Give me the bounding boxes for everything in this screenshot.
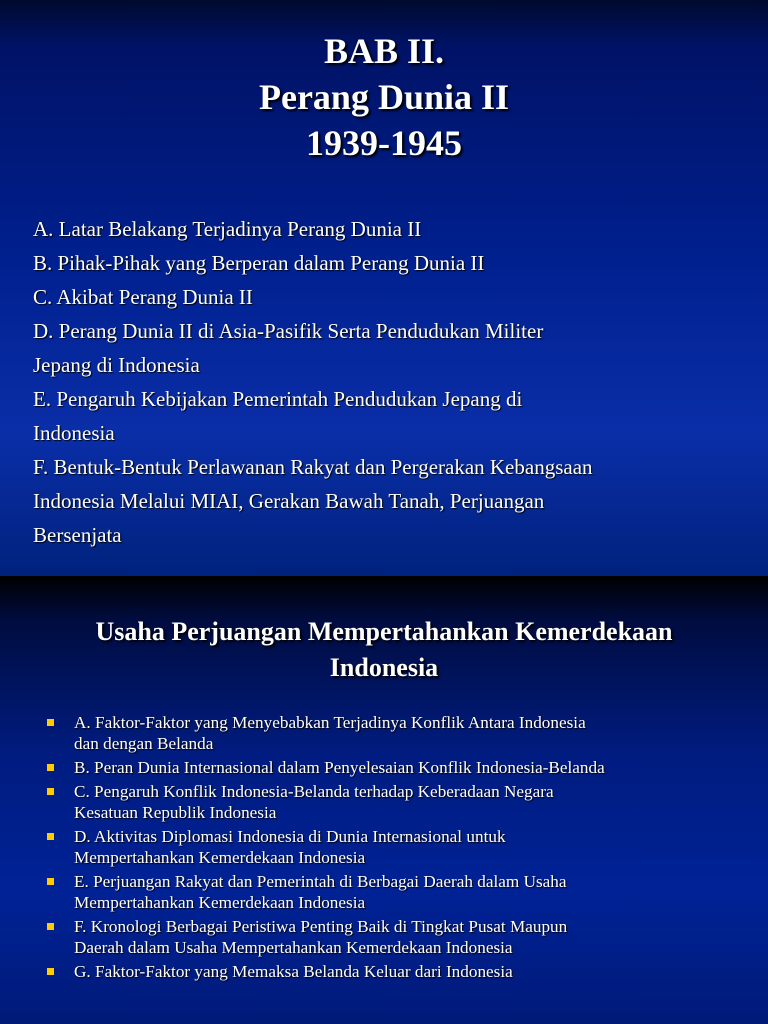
slide-1-title-line-3: 1939-1945 — [306, 123, 462, 163]
bullet-item-d — [44, 826, 724, 868]
square-bullet-icon — [47, 764, 54, 771]
square-bullet-icon — [47, 923, 54, 930]
bullet-item-c-line-1: C. Pengaruh Konflik Indonesia-Belanda terhadap Keberadaan Negara — [74, 782, 554, 801]
topic-f — [33, 450, 643, 552]
slide-2-title-line-1: Usaha Perjuangan Mempertahankan Kemerdekaan — [95, 617, 673, 646]
slide-1-title-line-1: BAB II. — [323, 31, 445, 71]
bullet-item-e — [44, 871, 724, 913]
bullet-item-a-line-2: dan dengan Belanda — [74, 734, 214, 753]
topic-e-line-2: Indonesia — [33, 421, 115, 445]
bullet-item-c-line-2: Kesatuan Republik Indonesia — [74, 803, 277, 822]
topic-c-line-1: C. Akibat Perang Dunia II — [33, 285, 253, 309]
topic-f-line-3: Bersenjata — [33, 523, 122, 547]
topic-a — [33, 212, 643, 246]
topic-f-line-2: Indonesia Melalui MIAI, Gerakan Bawah Tanah, Perjuangan — [33, 489, 545, 513]
bullet-item-e-line-2: Mempertahankan Kemerdekaan Indonesia — [74, 893, 366, 912]
square-bullet-icon — [47, 788, 54, 795]
topic-e — [33, 382, 643, 450]
topic-c — [33, 280, 643, 314]
bullet-item-b — [44, 757, 724, 778]
bullet-item-g-line-1: G. Faktor-Faktor yang Memaksa Belanda Keluar dari Indonesia — [74, 962, 513, 981]
bullet-item-a — [44, 712, 724, 754]
bullet-item-d-line-2: Mempertahankan Kemerdekaan Indonesia — [74, 848, 366, 867]
bullet-item-a-line-1: A. Faktor-Faktor yang Menyebabkan Terjadinya Konflik Antara Indonesia — [74, 713, 586, 732]
slide-1-title-line-2: Perang Dunia II — [258, 77, 510, 117]
topic-e-line-1: E. Pengaruh Kebijakan Pemerintah Pendudukan Jepang di — [33, 387, 523, 411]
topic-d-line-1: D. Perang Dunia II di Asia-Pasifik Serta Pendudukan Militer — [33, 319, 544, 343]
slide-2-title-line-2: Indonesia — [329, 653, 439, 682]
square-bullet-icon — [47, 719, 54, 726]
square-bullet-icon — [47, 878, 54, 885]
bullet-item-f-line-2: Daerah dalam Usaha Mempertahankan Kemerdekaan Indonesia — [74, 938, 513, 957]
slide-1-title — [0, 28, 768, 166]
bullet-item-e-line-1: E. Perjuangan Rakyat dan Pemerintah di Berbagai Daerah dalam Usaha — [74, 872, 567, 891]
slide-1-topic-list — [33, 212, 643, 552]
topic-a-line-1: A. Latar Belakang Terjadinya Perang Dunia II — [33, 217, 422, 241]
slide-2-bullet-list — [44, 712, 724, 985]
bullet-item-b-line-1: B. Peran Dunia Internasional dalam Penyelesaian Konflik Indonesia-Belanda — [74, 758, 605, 777]
topic-d-line-2: Jepang di Indonesia — [33, 353, 200, 377]
square-bullet-icon — [47, 968, 54, 975]
topic-b-line-1: B. Pihak-Pihak yang Berperan dalam Perang Dunia II — [33, 251, 485, 275]
topic-f-line-1: F. Bentuk-Bentuk Perlawanan Rakyat dan Pergerakan Kebangsaan — [33, 455, 593, 479]
bullet-item-c — [44, 781, 724, 823]
topic-b — [33, 246, 643, 280]
square-bullet-icon — [47, 833, 54, 840]
bullet-item-g — [44, 961, 724, 982]
bullet-item-f — [44, 916, 724, 958]
slide-2-title — [0, 614, 768, 686]
bullet-item-d-line-1: D. Aktivitas Diplomasi Indonesia di Dunia Internasional untuk — [74, 827, 506, 846]
bullet-item-f-line-1: F. Kronologi Berbagai Peristiwa Penting Baik di Tingkat Pusat Maupun — [74, 917, 568, 936]
topic-d — [33, 314, 643, 382]
